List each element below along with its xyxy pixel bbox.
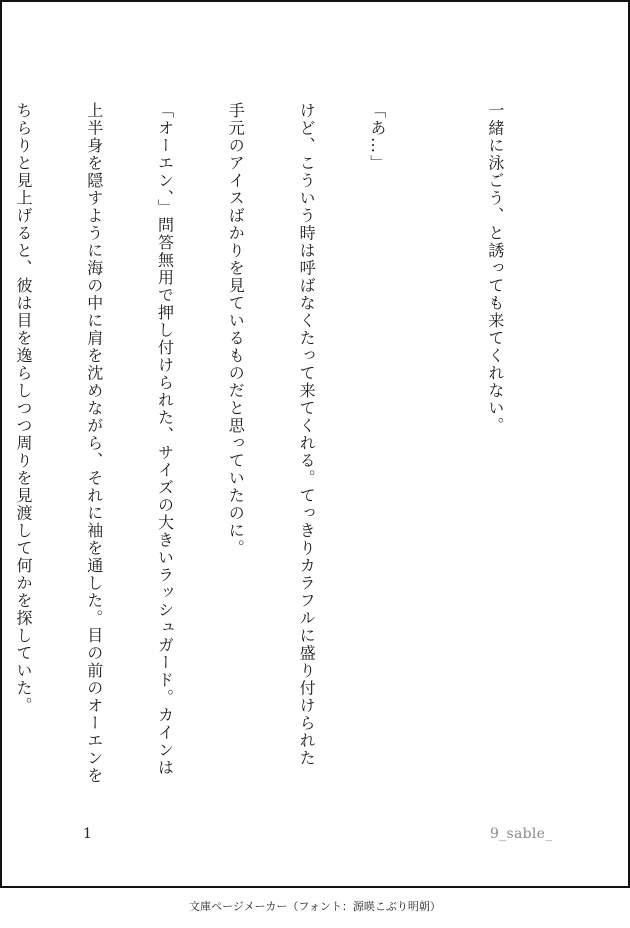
text-line: 一緒に泳ごう、と誘っても来てくれない。 (485, 102, 505, 435)
text-line: 上半身を隠すように海の中に肩を沈めながら、それに袖を通した。目の前のオーエンを (84, 102, 104, 785)
text-line: ちらりと見上げると、彼は目を逸らしつつ周りを見渡して何かを探していた。 (13, 102, 33, 715)
vertical-text-body (0, 102, 554, 822)
text-line: 「オーエン、」問答無用で押し付けられた、サイズの大きいラッシュガード。カインは (155, 102, 175, 777)
page-number: 1 (83, 826, 92, 842)
author-handle: 9_sable_ (490, 826, 553, 842)
text-line: 手元のアイスばかりを見ているものだと思っていたのに。 (226, 102, 246, 557)
text-line: 「あ…」 (367, 102, 387, 172)
text-line: けど、こういう時は呼ばなくたって来てくれる。てっきりカラフルに盛り付けられた (297, 102, 317, 767)
footer-credit: 文庫ページメーカー（フォント：源暎こぶり明朝） (189, 900, 441, 913)
